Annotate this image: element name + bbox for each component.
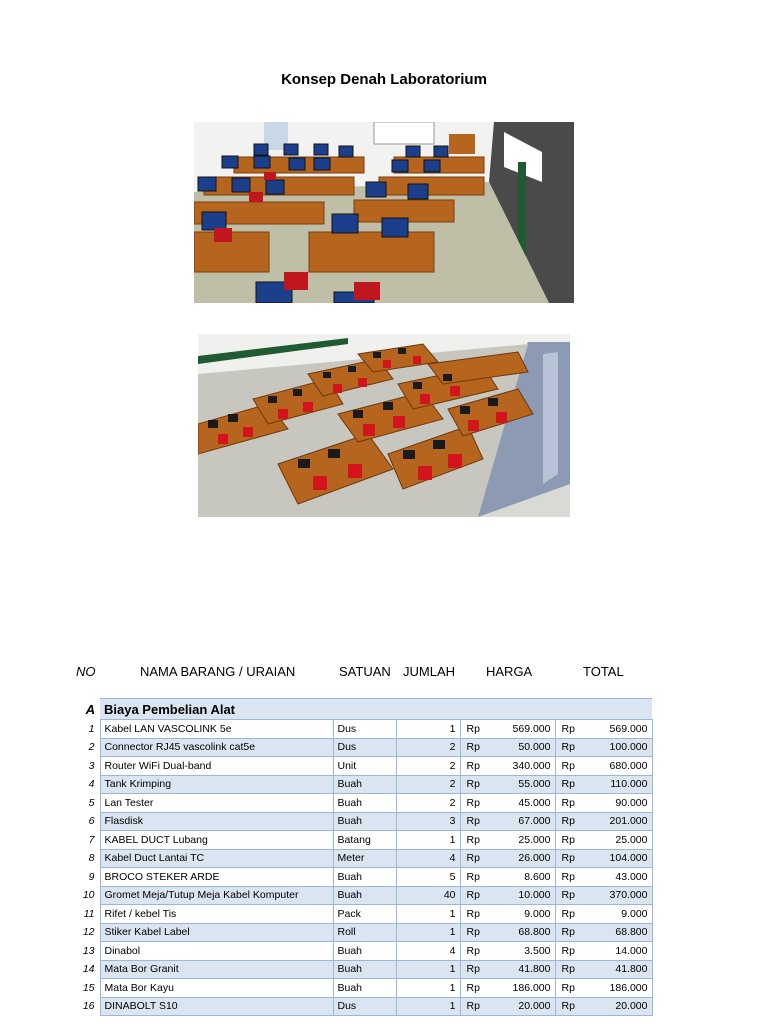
row-price: 26.000	[487, 849, 555, 868]
section-title: Biaya Pembelian Alat	[100, 699, 652, 720]
row-total-currency: Rp	[555, 905, 582, 924]
row-qty: 3	[396, 812, 460, 831]
header-no: NO	[76, 664, 96, 679]
row-total-currency: Rp	[555, 849, 582, 868]
row-price-currency: Rp	[460, 757, 487, 776]
row-price-currency: Rp	[460, 979, 487, 998]
table-row	[76, 905, 652, 924]
row-name: Connector RJ45 vascolink cat5e	[100, 738, 333, 757]
row-name: Dinabol	[100, 942, 333, 961]
row-price-currency: Rp	[460, 942, 487, 961]
row-price-currency: Rp	[460, 775, 487, 794]
row-qty: 2	[396, 775, 460, 794]
row-unit: Buah	[333, 886, 396, 905]
row-total: 569.000	[582, 720, 652, 739]
row-no: 3	[76, 757, 100, 776]
header-qty: JUMLAH	[403, 664, 456, 679]
row-no: 4	[76, 775, 100, 794]
row-total: 370.000	[582, 886, 652, 905]
page-title: Konsep Denah Laboratorium	[281, 71, 487, 88]
row-price-currency: Rp	[460, 738, 487, 757]
row-name: Gromet Meja/Tutup Meja Kabel Komputer	[100, 886, 333, 905]
table-row	[76, 812, 652, 831]
row-no: 7	[76, 831, 100, 850]
row-price: 55.000	[487, 775, 555, 794]
row-price: 3.500	[487, 942, 555, 961]
row-qty: 1	[396, 905, 460, 924]
row-price: 20.000	[487, 997, 555, 1016]
table-row	[76, 979, 652, 998]
row-price-currency: Rp	[460, 849, 487, 868]
table-row	[76, 886, 652, 905]
row-price: 25.000	[487, 831, 555, 850]
row-total: 9.000	[582, 905, 652, 924]
row-unit: Roll	[333, 923, 396, 942]
row-total-currency: Rp	[555, 720, 582, 739]
row-name: Lan Tester	[100, 794, 333, 813]
row-total: 68.800	[582, 923, 652, 942]
row-total: 680.000	[582, 757, 652, 776]
row-total-currency: Rp	[555, 738, 582, 757]
row-no: 13	[76, 942, 100, 961]
row-total-currency: Rp	[555, 775, 582, 794]
table-row	[76, 775, 652, 794]
row-price-currency: Rp	[460, 905, 487, 924]
section-no: A	[76, 699, 100, 720]
row-price: 50.000	[487, 738, 555, 757]
header-price: HARGA	[486, 664, 533, 679]
budget-table	[76, 698, 653, 1016]
table-row	[76, 942, 652, 961]
row-total: 201.000	[582, 812, 652, 831]
row-price-currency: Rp	[460, 868, 487, 887]
row-price: 41.800	[487, 960, 555, 979]
row-unit: Buah	[333, 979, 396, 998]
row-total-currency: Rp	[555, 886, 582, 905]
row-unit: Batang	[333, 831, 396, 850]
table-row	[76, 794, 652, 813]
row-qty: 2	[396, 738, 460, 757]
row-price-currency: Rp	[460, 886, 487, 905]
row-qty: 1	[396, 979, 460, 998]
row-qty: 1	[396, 997, 460, 1016]
table-row	[76, 831, 652, 850]
row-total: 100.000	[582, 738, 652, 757]
row-qty: 1	[396, 831, 460, 850]
row-total: 41.800	[582, 960, 652, 979]
table-column-headers	[0, 664, 768, 682]
row-qty: 1	[396, 720, 460, 739]
row-no: 1	[76, 720, 100, 739]
table-row	[76, 757, 652, 776]
row-name: Tank Krimping	[100, 775, 333, 794]
row-name: DINABOLT S10	[100, 997, 333, 1016]
row-no: 9	[76, 868, 100, 887]
row-price: 45.000	[487, 794, 555, 813]
row-unit: Dus	[333, 997, 396, 1016]
row-price: 186.000	[487, 979, 555, 998]
table-row	[76, 997, 652, 1016]
row-price-currency: Rp	[460, 960, 487, 979]
row-no: 10	[76, 886, 100, 905]
row-name: Flasdisk	[100, 812, 333, 831]
row-total-currency: Rp	[555, 831, 582, 850]
row-qty: 4	[396, 942, 460, 961]
row-no: 14	[76, 960, 100, 979]
row-no: 6	[76, 812, 100, 831]
row-price-currency: Rp	[460, 794, 487, 813]
header-unit: SATUAN	[339, 664, 391, 679]
row-price: 10.000	[487, 886, 555, 905]
row-name: Kabel LAN VASCOLINK 5e	[100, 720, 333, 739]
row-unit: Meter	[333, 849, 396, 868]
row-price-currency: Rp	[460, 831, 487, 850]
row-total-currency: Rp	[555, 923, 582, 942]
row-total: 25.000	[582, 831, 652, 850]
row-no: 15	[76, 979, 100, 998]
row-no: 12	[76, 923, 100, 942]
row-price-currency: Rp	[460, 720, 487, 739]
row-total-currency: Rp	[555, 997, 582, 1016]
row-price-currency: Rp	[460, 812, 487, 831]
row-total-currency: Rp	[555, 979, 582, 998]
row-name: KABEL DUCT Lubang	[100, 831, 333, 850]
row-total-currency: Rp	[555, 868, 582, 887]
row-price: 8.600	[487, 868, 555, 887]
row-qty: 1	[396, 923, 460, 942]
row-unit: Unit	[333, 757, 396, 776]
row-qty: 40	[396, 886, 460, 905]
table-row	[76, 923, 652, 942]
row-unit: Dus	[333, 720, 396, 739]
row-qty: 5	[396, 868, 460, 887]
row-total: 14.000	[582, 942, 652, 961]
row-unit: Buah	[333, 942, 396, 961]
row-total: 20.000	[582, 997, 652, 1016]
row-name: Router WiFi Dual-band	[100, 757, 333, 776]
row-name: Mata Bor Granit	[100, 960, 333, 979]
table-row	[76, 868, 652, 887]
table-row	[76, 960, 652, 979]
row-qty: 1	[396, 960, 460, 979]
row-price-currency: Rp	[460, 997, 487, 1016]
row-total: 43.000	[582, 868, 652, 887]
row-qty: 2	[396, 757, 460, 776]
section-row	[76, 699, 652, 720]
header-total: TOTAL	[583, 664, 624, 679]
lab-render-front-image	[194, 122, 574, 303]
row-total-currency: Rp	[555, 960, 582, 979]
row-unit: Buah	[333, 775, 396, 794]
row-total-currency: Rp	[555, 794, 582, 813]
row-price: 569.000	[487, 720, 555, 739]
row-no: 8	[76, 849, 100, 868]
row-total-currency: Rp	[555, 812, 582, 831]
row-unit: Pack	[333, 905, 396, 924]
row-unit: Buah	[333, 794, 396, 813]
row-price: 9.000	[487, 905, 555, 924]
row-unit: Buah	[333, 960, 396, 979]
row-no: 16	[76, 997, 100, 1016]
row-no: 5	[76, 794, 100, 813]
table-row	[76, 720, 652, 739]
row-name: Stiker Kabel Label	[100, 923, 333, 942]
header-name: NAMA BARANG / URAIAN	[140, 664, 296, 679]
row-qty: 4	[396, 849, 460, 868]
row-unit: Buah	[333, 812, 396, 831]
row-no: 11	[76, 905, 100, 924]
row-name: BROCO STEKER ARDE	[100, 868, 333, 887]
row-name: Kabel Duct Lantai TC	[100, 849, 333, 868]
row-price: 340.000	[487, 757, 555, 776]
row-total: 104.000	[582, 849, 652, 868]
row-total-currency: Rp	[555, 942, 582, 961]
row-unit: Buah	[333, 868, 396, 887]
row-name: Mata Bor Kayu	[100, 979, 333, 998]
row-unit: Dus	[333, 738, 396, 757]
lab-render-aerial-image	[198, 334, 570, 517]
row-total: 90.000	[582, 794, 652, 813]
row-total: 186.000	[582, 979, 652, 998]
row-price: 68.800	[487, 923, 555, 942]
row-price: 67.000	[487, 812, 555, 831]
table-row	[76, 849, 652, 868]
row-name: Rifet / kebel Tis	[100, 905, 333, 924]
row-total: 110.000	[582, 775, 652, 794]
row-total-currency: Rp	[555, 757, 582, 776]
row-price-currency: Rp	[460, 923, 487, 942]
row-qty: 2	[396, 794, 460, 813]
table-row	[76, 738, 652, 757]
row-no: 2	[76, 738, 100, 757]
